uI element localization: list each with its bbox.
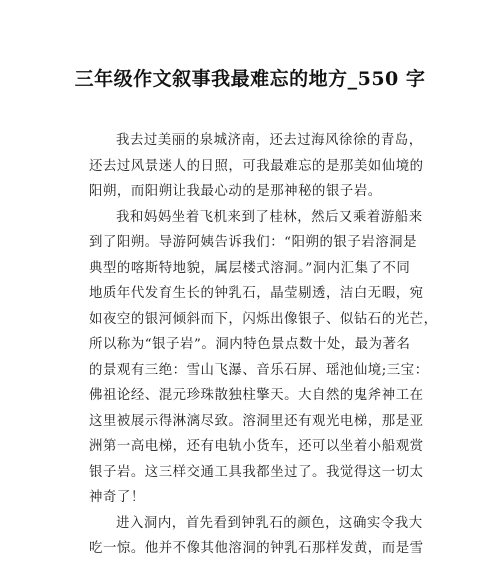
paragraph-3 [89,511,424,562]
text-line: 神奇了！ [89,490,145,505]
text-line: 银子岩。这三样交通工具我都坐过了。我觉得这一切太 [89,464,424,480]
text-line: 吃一惊。他并不像其他溶洞的钟乳石那样发黄，而是雪 [89,541,424,556]
paragraph-1 [89,128,424,205]
text-line: 洲第一高电梯，还有电轨小货车，还可以坐着小船观赏 [89,439,424,454]
text-line: 阳朔，而阳朔让我最心动的是那神秘的银子岩。 [89,184,382,199]
text-line: 所以称为“银子岩”。洞内特色景点数十处，最为著名 [89,337,411,352]
text-line: 我去过美丽的泉城济南，还去过海风徐徐的青岛， [116,133,423,148]
text-line: 佛祖论经、混元珍珠散独柱擎天。大自然的鬼斧神工在 [89,388,424,403]
text-line: 这里被展示得淋漓尽致。溶洞里还有观光电梯，那是亚 [89,413,424,429]
document-title: 三年级作文叙事我最难忘的地方_550 字 [74,68,426,90]
text-line: 还去过风景迷人的日照，可我最难忘的是那美如仙境的 [89,158,424,174]
text-line: 如夜空的银河倾斜而下，闪烁出像银子、似钻石的光芒， [89,311,438,327]
text-line: 的景观有三绝：雪山飞瀑、音乐石屏、瑶池仙境;三宝： [89,362,429,378]
text-line: 典型的喀斯特地貌，属层楼式溶洞。”洞内汇集了不同 [89,260,411,276]
document-body [89,128,438,562]
text-line: 我和妈妈坐着飞机来到了桂林，然后又乘着游船来 [116,209,423,225]
paragraph-2 [89,205,438,511]
text-line: 到了阳朔。导游阿姨告诉我们：“阳朔的银子岩溶洞是 [89,235,418,250]
text-line: 地质年代发育生长的钟乳石，晶莹剔透，洁白无暇，宛 [89,286,424,301]
text-line: 进入洞内，首先看到钟乳石的颜色，这确实令我大 [116,515,423,531]
